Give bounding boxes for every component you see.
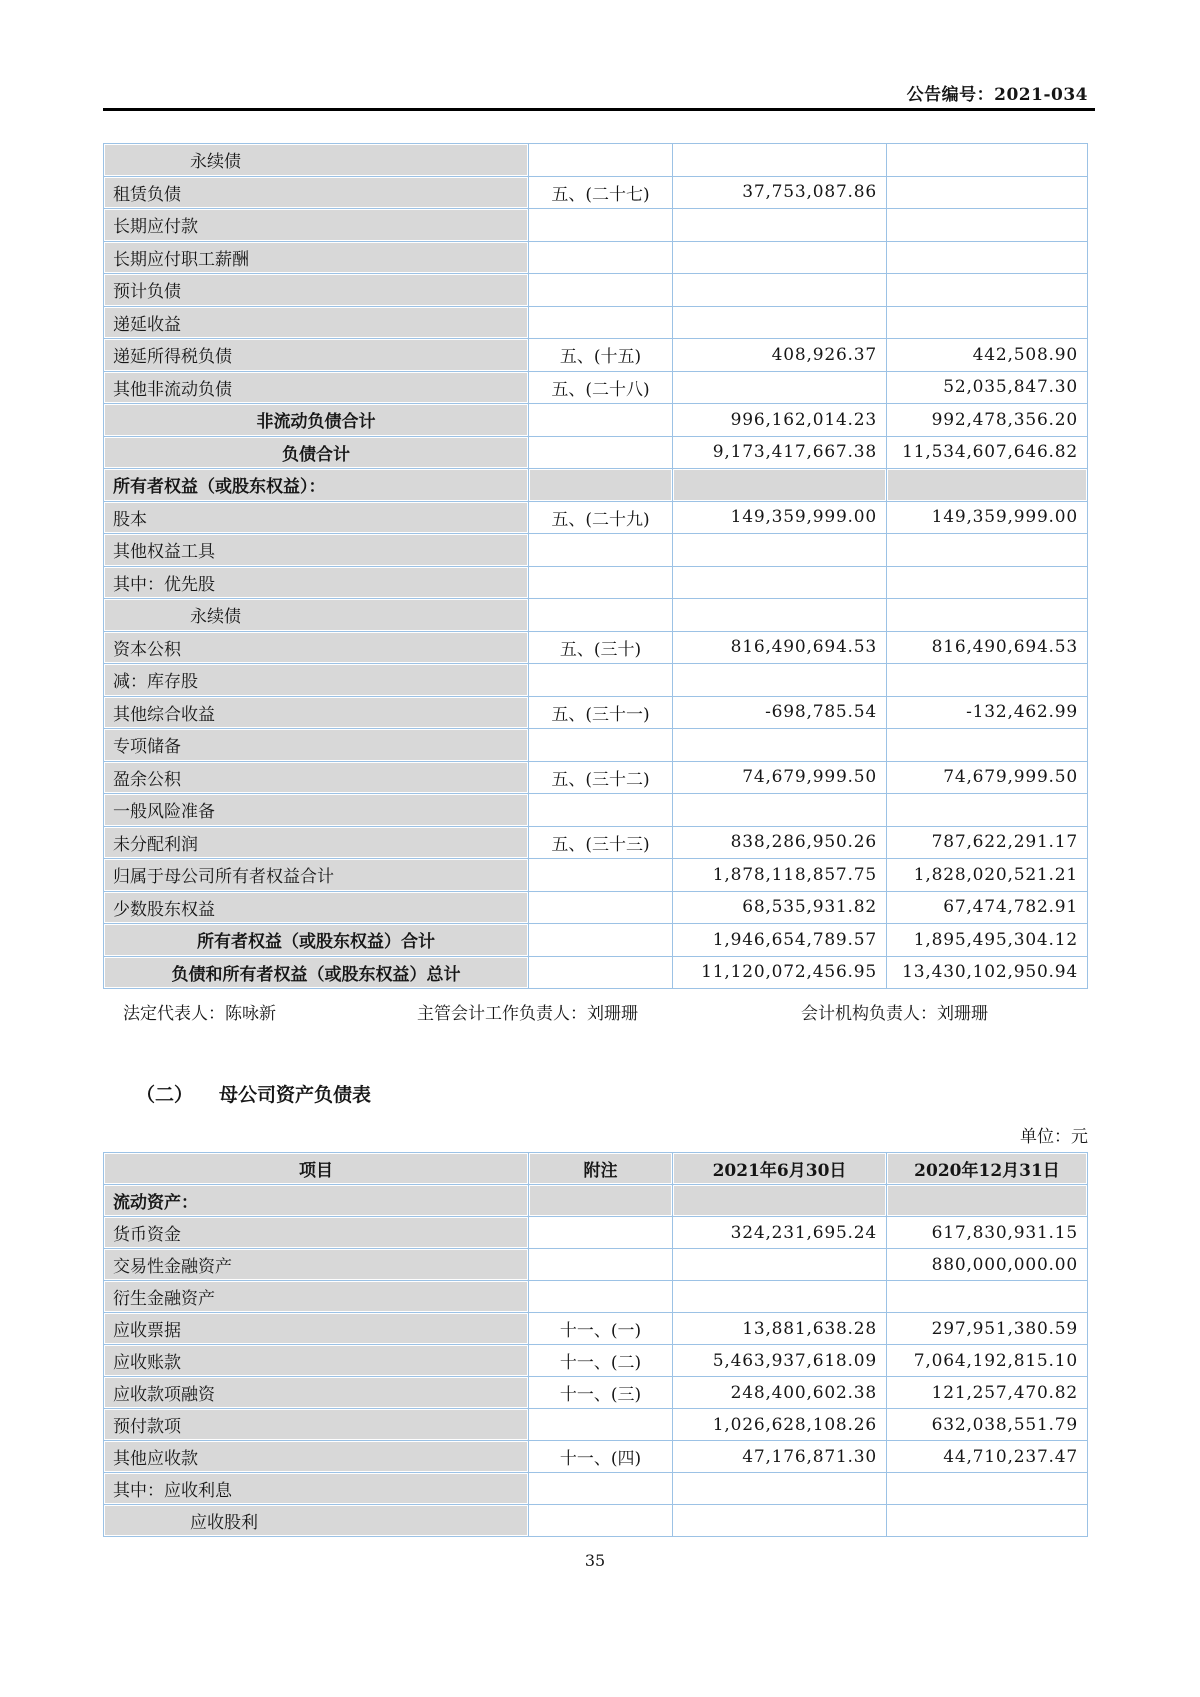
row-label: 其中：优先股: [104, 566, 529, 599]
row-note: [529, 274, 673, 307]
row-note: 十一、(三): [529, 1377, 673, 1409]
row-value-previous-period: 880,000,000.00: [887, 1249, 1088, 1281]
row-value-current-period: [673, 566, 887, 599]
row-note: [529, 241, 673, 274]
row-note: 五、(三十一): [529, 696, 673, 729]
row-value-previous-period: [887, 1473, 1088, 1505]
table-row: [104, 566, 1088, 599]
table-row: [104, 339, 1088, 372]
row-value-previous-period: 992,478,356.20: [887, 404, 1088, 437]
column-header: 附注: [529, 1153, 673, 1185]
row-value-previous-period: 1,895,495,304.12: [887, 924, 1088, 957]
unit-note: 单位：元: [1020, 1127, 1088, 1147]
row-value-current-period: [673, 794, 887, 827]
row-value-previous-period: [887, 241, 1088, 274]
table-row: [104, 631, 1088, 664]
row-value-current-period: 408,926.37: [673, 339, 887, 372]
row-label: 资本公积: [104, 631, 529, 664]
row-value-current-period: [673, 144, 887, 177]
row-value-previous-period: [887, 534, 1088, 567]
row-label: 流动资产：: [104, 1185, 529, 1217]
table-row: [104, 1473, 1088, 1505]
row-value-previous-period: 787,622,291.17: [887, 826, 1088, 859]
row-value-previous-period: 7,064,192,815.10: [887, 1345, 1088, 1377]
row-value-current-period: [673, 1505, 887, 1537]
row-label: 应收票据: [104, 1313, 529, 1345]
column-header: 项目: [104, 1153, 529, 1185]
table-row: [104, 1377, 1088, 1409]
row-value-previous-period: [887, 209, 1088, 242]
row-value-current-period: 838,286,950.26: [673, 826, 887, 859]
table-row: [104, 826, 1088, 859]
row-note: [529, 891, 673, 924]
row-note: [529, 924, 673, 957]
row-value-current-period: 5,463,937,618.09: [673, 1345, 887, 1377]
row-note: 五、(二十九): [529, 501, 673, 534]
table-row: [104, 664, 1088, 697]
row-value-previous-period: 617,830,931.15: [887, 1217, 1088, 1249]
row-label: 非流动负债合计: [104, 404, 529, 437]
row-value-current-period: 37,753,087.86: [673, 176, 887, 209]
row-note: 五、(十五): [529, 339, 673, 372]
row-note: 五、(三十三): [529, 826, 673, 859]
row-value-previous-period: 74,679,999.50: [887, 761, 1088, 794]
row-label: 一般风险准备: [104, 794, 529, 827]
row-value-current-period: [673, 241, 887, 274]
row-value-previous-period: [887, 566, 1088, 599]
table-row: [104, 1505, 1088, 1537]
row-value-previous-period: [887, 144, 1088, 177]
row-value-previous-period: [887, 729, 1088, 762]
row-label: 衍生金融资产: [104, 1281, 529, 1313]
table-row: [104, 891, 1088, 924]
row-value-previous-period: [887, 1281, 1088, 1313]
row-value-current-period: -698,785.54: [673, 696, 887, 729]
row-label: 其他权益工具: [104, 534, 529, 567]
row-value-current-period: [673, 1185, 887, 1217]
row-note: [529, 306, 673, 339]
row-value-current-period: 74,679,999.50: [673, 761, 887, 794]
row-label: 长期应付款: [104, 209, 529, 242]
row-value-previous-period: [887, 469, 1088, 502]
table-row: [104, 696, 1088, 729]
page-number: 35: [584, 1551, 606, 1570]
row-label: 所有者权益（或股东权益）合计: [104, 924, 529, 957]
row-label: 递延收益: [104, 306, 529, 339]
row-value-previous-period: 442,508.90: [887, 339, 1088, 372]
row-label: 交易性金融资产: [104, 1249, 529, 1281]
row-label: 其中：应收利息: [104, 1473, 529, 1505]
row-value-current-period: 996,162,014.23: [673, 404, 887, 437]
row-value-current-period: 11,120,072,456.95: [673, 956, 887, 989]
row-value-current-period: [673, 664, 887, 697]
row-label: 未分配利润: [104, 826, 529, 859]
table-row: [104, 729, 1088, 762]
row-note: [529, 794, 673, 827]
row-label: 负债和所有者权益（或股东权益）总计: [104, 956, 529, 989]
head-of-accounting-dept: 会计机构负责人：刘珊珊: [801, 1004, 988, 1024]
row-note: [529, 956, 673, 989]
row-note: [529, 566, 673, 599]
row-value-previous-period: [887, 794, 1088, 827]
row-note: [529, 534, 673, 567]
row-value-previous-period: [887, 599, 1088, 632]
row-value-previous-period: [887, 274, 1088, 307]
section-number: （二）: [136, 1084, 194, 1106]
row-note: 五、(二十七): [529, 176, 673, 209]
table-row: [104, 1281, 1088, 1313]
row-label: 递延所得税负债: [104, 339, 529, 372]
row-note: [529, 469, 673, 502]
legal-representative: 法定代表人：陈咏新: [123, 1004, 276, 1024]
row-label: 归属于母公司所有者权益合计: [104, 859, 529, 892]
table-row: [104, 176, 1088, 209]
row-note: 十一、(一): [529, 1313, 673, 1345]
row-value-current-period: 149,359,999.00: [673, 501, 887, 534]
row-label: 长期应付职工薪酬: [104, 241, 529, 274]
row-value-current-period: 248,400,602.38: [673, 1377, 887, 1409]
row-value-current-period: 13,881,638.28: [673, 1313, 887, 1345]
row-note: [529, 1505, 673, 1537]
row-value-current-period: 1,026,628,108.26: [673, 1409, 887, 1441]
row-note: 五、(二十八): [529, 371, 673, 404]
row-note: [529, 1409, 673, 1441]
section-title: 母公司资产负债表: [219, 1084, 372, 1106]
row-value-previous-period: 121,257,470.82: [887, 1377, 1088, 1409]
announcement-number: 公告编号：2021-034: [906, 85, 1088, 105]
table-row: [104, 1409, 1088, 1441]
row-label: 预计负债: [104, 274, 529, 307]
row-label: 永续债: [104, 599, 529, 632]
row-value-previous-period: 13,430,102,950.94: [887, 956, 1088, 989]
row-label: 预付款项: [104, 1409, 529, 1441]
row-label: 应收账款: [104, 1345, 529, 1377]
table-row: [104, 274, 1088, 307]
row-value-previous-period: [887, 1505, 1088, 1537]
row-note: [529, 664, 673, 697]
row-label: 少数股东权益: [104, 891, 529, 924]
row-note: 十一、(四): [529, 1441, 673, 1473]
table-row: [104, 1217, 1088, 1249]
row-label: 应收股利: [104, 1505, 529, 1537]
column-header: 2020年12月31日: [887, 1153, 1088, 1185]
table-row: [104, 371, 1088, 404]
table-row: [104, 501, 1088, 534]
table-row: [104, 859, 1088, 892]
row-value-previous-period: [887, 176, 1088, 209]
row-label: 负债合计: [104, 436, 529, 469]
row-value-previous-period: 297,951,380.59: [887, 1313, 1088, 1345]
row-value-current-period: 9,173,417,667.38: [673, 436, 887, 469]
row-value-previous-period: -132,462.99: [887, 696, 1088, 729]
table-row: [104, 1313, 1088, 1345]
row-label: 货币资金: [104, 1217, 529, 1249]
table-row: [104, 794, 1088, 827]
table-row: [104, 1249, 1088, 1281]
row-note: [529, 1217, 673, 1249]
column-header: 2021年6月30日: [673, 1153, 887, 1185]
row-note: 五、(三十二): [529, 761, 673, 794]
row-value-previous-period: 67,474,782.91: [887, 891, 1088, 924]
signature-line: [103, 999, 1087, 1023]
row-value-current-period: [673, 274, 887, 307]
table-row: [104, 144, 1088, 177]
row-label: 股本: [104, 501, 529, 534]
row-note: [529, 1249, 673, 1281]
row-label: 永续债: [104, 144, 529, 177]
row-label: 盈余公积: [104, 761, 529, 794]
row-value-previous-period: [887, 1185, 1088, 1217]
table-row: [104, 599, 1088, 632]
row-value-current-period: [673, 1281, 887, 1313]
row-note: [529, 144, 673, 177]
table-row: [104, 241, 1088, 274]
row-value-current-period: 1,946,654,789.57: [673, 924, 887, 957]
row-label: 其他非流动负债: [104, 371, 529, 404]
row-value-current-period: 1,878,118,857.75: [673, 859, 887, 892]
table-row: [104, 436, 1088, 469]
table-row: [104, 1185, 1088, 1217]
table-row: [104, 209, 1088, 242]
table-row: [104, 1345, 1088, 1377]
row-value-current-period: [673, 469, 887, 502]
row-value-current-period: [673, 1249, 887, 1281]
row-note: [529, 404, 673, 437]
table-row: [104, 469, 1088, 502]
row-value-previous-period: 11,534,607,646.82: [887, 436, 1088, 469]
row-note: 五、(三十): [529, 631, 673, 664]
row-value-previous-period: 149,359,999.00: [887, 501, 1088, 534]
row-label: 减：库存股: [104, 664, 529, 697]
table-row: [104, 956, 1088, 989]
section-heading: [136, 1080, 371, 1107]
table-row: [104, 404, 1088, 437]
row-note: [529, 599, 673, 632]
row-label: 所有者权益（或股东权益）：: [104, 469, 529, 502]
row-value-current-period: 816,490,694.53: [673, 631, 887, 664]
table-row: [104, 306, 1088, 339]
table-row: [104, 761, 1088, 794]
row-label: 专项储备: [104, 729, 529, 762]
parent-company-balance-sheet-table: [103, 1152, 1088, 1537]
header-divider: [103, 108, 1095, 111]
row-value-current-period: [673, 371, 887, 404]
row-value-current-period: [673, 534, 887, 567]
row-note: [529, 1281, 673, 1313]
row-label: 其他应收款: [104, 1441, 529, 1473]
row-value-current-period: 68,535,931.82: [673, 891, 887, 924]
row-value-current-period: [673, 599, 887, 632]
row-value-current-period: [673, 209, 887, 242]
row-label: 租赁负债: [104, 176, 529, 209]
table-row: [104, 924, 1088, 957]
row-note: 十一、(二): [529, 1345, 673, 1377]
row-value-previous-period: 44,710,237.47: [887, 1441, 1088, 1473]
row-note: [529, 1185, 673, 1217]
row-value-previous-period: [887, 664, 1088, 697]
row-note: [529, 1473, 673, 1505]
row-value-current-period: 47,176,871.30: [673, 1441, 887, 1473]
row-note: [529, 859, 673, 892]
row-value-current-period: [673, 1473, 887, 1505]
row-value-current-period: [673, 729, 887, 762]
balance-sheet-continued-table: [103, 143, 1088, 989]
row-note: [529, 209, 673, 242]
chief-of-accounting-work: 主管会计工作负责人：刘珊珊: [417, 1004, 638, 1024]
row-value-previous-period: 52,035,847.30: [887, 371, 1088, 404]
row-value-previous-period: [887, 306, 1088, 339]
table-row: [104, 1441, 1088, 1473]
row-note: [529, 436, 673, 469]
row-value-previous-period: 632,038,551.79: [887, 1409, 1088, 1441]
table-header-row: [104, 1153, 1088, 1185]
table-row: [104, 534, 1088, 567]
row-value-current-period: 324,231,695.24: [673, 1217, 887, 1249]
row-label: 应收款项融资: [104, 1377, 529, 1409]
row-value-current-period: [673, 306, 887, 339]
row-note: [529, 729, 673, 762]
row-value-previous-period: 1,828,020,521.21: [887, 859, 1088, 892]
row-label: 其他综合收益: [104, 696, 529, 729]
row-value-previous-period: 816,490,694.53: [887, 631, 1088, 664]
